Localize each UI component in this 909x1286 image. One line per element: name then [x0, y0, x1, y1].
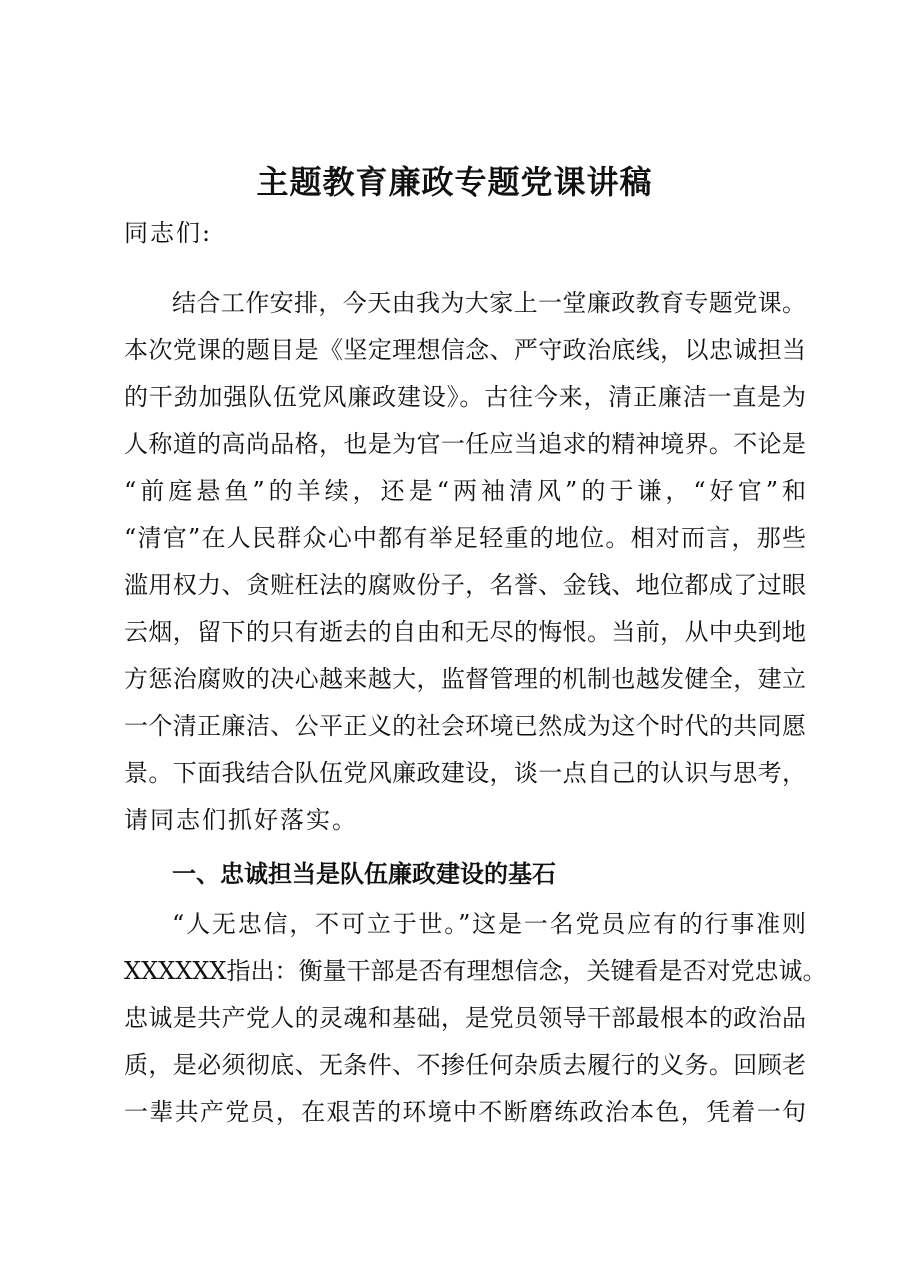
paragraph-line: 一个清正廉洁、公平正义的社会环境已然成为这个时代的共同愿	[124, 712, 806, 740]
paragraph-line: 质，是必须彻底、无条件、不掺任何杂质去履行的义务。回顾老	[124, 1051, 806, 1079]
paragraph-line: 方惩治腐败的决心越来越大，监督管理的机制也越发健全，建立	[124, 665, 806, 693]
paragraph-line: 一辈共产党员，在艰苦的环境中不断磨练政治本色，凭着一句	[124, 1098, 806, 1126]
document-title: 主题教育廉政专题党课讲稿	[256, 163, 653, 201]
paragraph-line: 忠诚是共产党人的灵魂和基础，是党员领导干部最根本的政治品	[124, 1004, 806, 1032]
paragraph-line: 本次党课的题目是《坚定理想信念、严守政治底线，以忠诚担当	[124, 336, 806, 364]
paragraph-line: 结合工作安排，今天由我为大家上一堂廉政教育专题党课。	[172, 289, 806, 317]
section-heading: 一、忠诚担当是队伍廉政建设的基石	[172, 860, 556, 888]
paragraph-line: 云烟，留下的只有逝去的自由和无尽的悔恨。当前，从中央到地	[124, 618, 806, 646]
paragraph-line: 的干劲加强队伍党风廉政建设》。古往今来，清正廉洁一直是为	[124, 383, 806, 411]
paragraph-line: “人无忠信，不可立于世。”这是一名党员应有的行事准则	[172, 910, 806, 938]
paragraph-line: “清官”在人民群众心中都有举足轻重的地位。相对而言，那些	[124, 524, 806, 552]
paragraph-line: XXXXXX指出：衡量干部是否有理想信念，关键看是否对党忠诚。	[124, 957, 827, 985]
paragraph-line: 景。下面我结合队伍党风廉政建设，谈一点自己的认识与思考，	[124, 759, 806, 787]
paragraph-line: 滥用权力、贪赃枉法的腐败份子，名誉、金钱、地位都成了过眼	[124, 571, 806, 599]
paragraph-line: 请同志们抓好落实。	[124, 806, 358, 834]
paragraph-line: 人称道的高尚品格，也是为官一任应当追求的精神境界。不论是	[124, 430, 806, 458]
salutation: 同志们:	[124, 219, 213, 247]
paragraph-line: “前庭悬鱼”的羊续，还是“两袖清风”的于谦，“好官”和	[124, 477, 806, 505]
